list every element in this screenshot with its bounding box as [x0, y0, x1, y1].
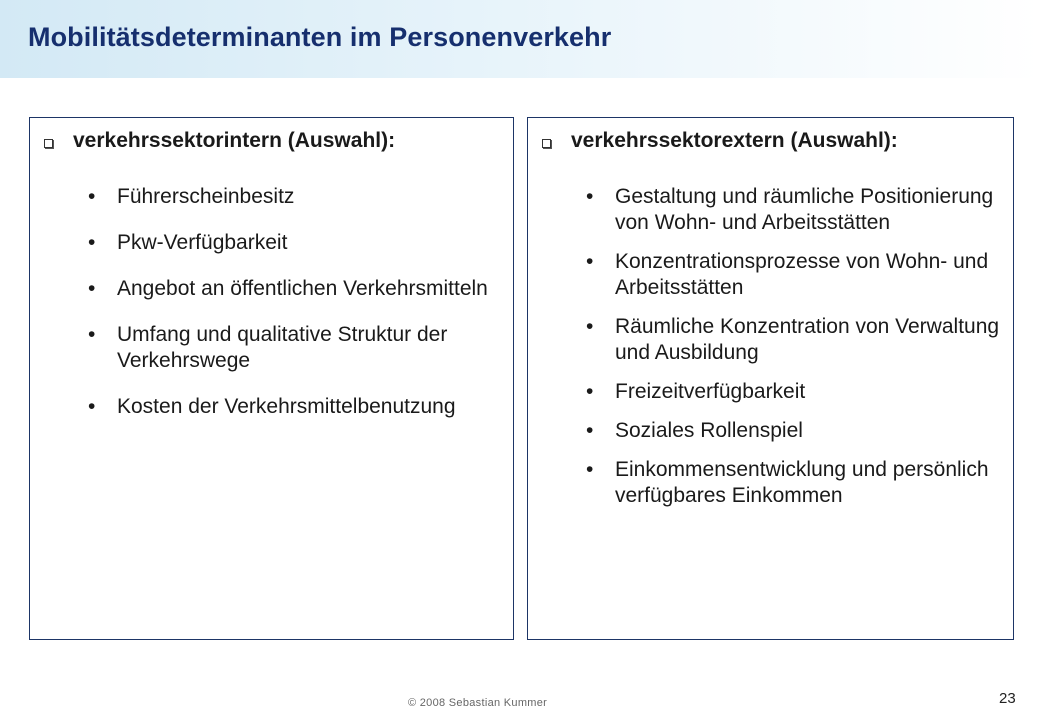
- slide-title: Mobilitätsdeterminanten im Personenverkehr: [28, 22, 612, 52]
- list-item-text: Führerscheinbesitz: [117, 185, 295, 208]
- list-item: [88, 230, 501, 256]
- bullet-icon: •: [88, 277, 96, 300]
- bullet-icon: •: [586, 419, 594, 442]
- list-item: [88, 322, 501, 374]
- bullet-icon: •: [586, 185, 594, 208]
- bullet-icon: •: [586, 458, 594, 481]
- list-item: [586, 249, 1001, 301]
- bullet-icon: •: [88, 185, 96, 208]
- intern-box-header: [44, 129, 395, 153]
- list-item: [88, 394, 501, 420]
- intern-box-title: verkehrssektorintern (Auswahl):: [73, 129, 396, 152]
- list-item: [586, 457, 1001, 509]
- intern-list: [88, 184, 501, 440]
- list-item: [586, 314, 1001, 366]
- list-item-text: Konzentrationsprozesse von Wohn- und Arbeitsstätten: [615, 250, 989, 299]
- list-item: [586, 184, 1001, 236]
- list-item-text: Angebot an öffentlichen Verkehrsmitteln: [117, 277, 488, 300]
- bullet-icon: •: [88, 395, 96, 418]
- list-item-text: Gestaltung und räumliche Positionierung von Wohn- und Arbeitsstätten: [615, 185, 994, 234]
- bullet-icon: •: [88, 323, 96, 346]
- bullet-icon: •: [586, 315, 594, 338]
- list-item-text: Einkommensentwicklung und persönlich verfügbares Einkommen: [615, 458, 989, 507]
- list-item: [586, 379, 1001, 405]
- list-item-text: Kosten der Verkehrsmittelbenutzung: [117, 395, 456, 418]
- checkbox-bullet-icon: [44, 139, 53, 148]
- list-item-text: Pkw-Verfügbarkeit: [117, 231, 288, 254]
- bullet-icon: •: [586, 380, 594, 403]
- extern-box-header: [542, 129, 898, 153]
- bullet-icon: •: [88, 231, 96, 254]
- extern-box: [527, 117, 1014, 640]
- extern-box-title: verkehrssektorextern (Auswahl):: [571, 129, 898, 152]
- extern-list: [586, 184, 1001, 522]
- list-item-text: Umfang und qualitative Struktur der Verkehrswege: [117, 323, 448, 372]
- list-item-text: Soziales Rollenspiel: [615, 419, 803, 442]
- list-item: [88, 276, 501, 302]
- list-item-text: Freizeitverfügbarkeit: [615, 380, 806, 403]
- page-number: 23: [999, 690, 1016, 707]
- list-item: [88, 184, 501, 210]
- checkbox-bullet-icon: [542, 139, 551, 148]
- bullet-icon: •: [586, 250, 594, 273]
- intern-box: [29, 117, 514, 640]
- copyright-footer: © 2008 Sebastian Kummer: [408, 697, 548, 709]
- list-item: [586, 418, 1001, 444]
- list-item-text: Räumliche Konzentration von Verwaltung und Ausbildung: [615, 315, 1000, 364]
